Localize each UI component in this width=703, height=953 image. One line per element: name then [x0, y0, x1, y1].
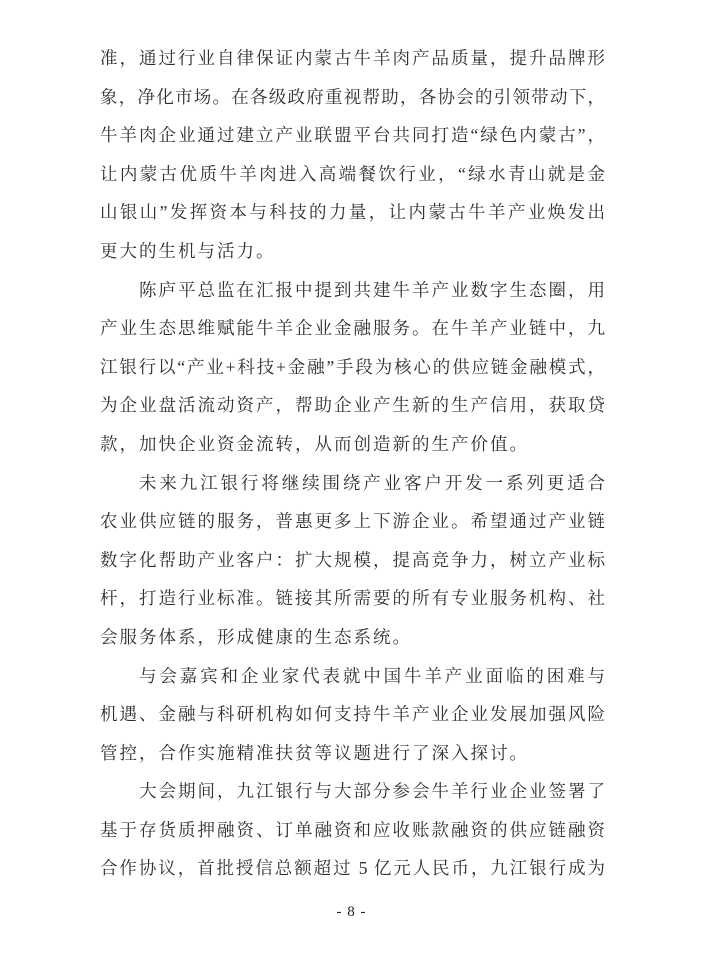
text-line: 大会期间，九江银行与大部分参会牛羊行业企业签署了: [139, 781, 605, 802]
text-line: 准，通过行业自律保证内蒙古牛羊肉产品质量，提升品牌形: [100, 48, 605, 68]
text-line: 陈庐平总监在汇报中提到共建牛羊产业数字生态圈，用: [139, 279, 605, 300]
document-body: [100, 39, 605, 888]
text-line: 为企业盘活流动资产，帮助企业产生新的生产信用，获取贷: [100, 395, 605, 416]
text-line: 让内蒙古优质牛羊肉进入高端餐饮行业，“绿水青山就是金: [100, 163, 605, 184]
text-line: 象，净化市场。在各级政府重视帮助，各协会的引领带动下，: [100, 86, 605, 107]
paragraph: [100, 271, 605, 464]
text-line: 杆，打造行业标准。链接其所需要的所有专业服务机构、社: [100, 588, 605, 609]
text-line: 江银行以“产业+科技+金融”手段为核心的供应链金融模式，: [100, 356, 605, 377]
text-line: 数字化帮助产业客户：扩大规模，提高竞争力，树立产业标: [100, 549, 605, 570]
text-line: 农业供应链的服务，普惠更多上下游企业。希望通过产业链: [100, 511, 605, 532]
text-line: 与会嘉宾和企业家代表就中国牛羊产业面临的困难与: [139, 665, 605, 686]
text-line: 牛羊肉企业通过建立产业联盟平台共同打造“绿色内蒙古”，: [100, 125, 605, 146]
text-line: 管控，合作实施精准扶贫等议题进行了深入探讨。: [100, 742, 529, 763]
text-line: 基于存货质押融资、订单融资和应收账款融资的供应链融资: [100, 819, 605, 840]
text-line: 机遇、金融与科研机构如何支持牛羊产业企业发展加强风险: [100, 704, 605, 725]
text-line: 合作协议，首批授信总额超过 5 亿元人民币，九江银行成为: [100, 858, 605, 879]
text-line: 会服务体系，形成健康的生态系统。: [100, 626, 412, 647]
page-number: - 8 -: [336, 904, 367, 920]
page-footer: [0, 903, 703, 921]
text-line: 更大的生机与活力。: [100, 240, 276, 261]
paragraph: [100, 657, 605, 773]
text-line: 未来九江银行将继续围绕产业客户开发一系列更适合: [139, 472, 605, 493]
paragraph: [100, 464, 605, 657]
text-line: 山银山”发挥资本与科技的力量，让内蒙古牛羊产业焕发出: [100, 202, 605, 223]
text-line: 产业生态思维赋能牛羊企业金融服务。在牛羊产业链中，九: [100, 318, 605, 339]
paragraph: [100, 39, 605, 271]
text-line: 款，加快企业资金流转，从而创造新的生产价值。: [100, 433, 529, 454]
paragraph: [100, 772, 605, 888]
